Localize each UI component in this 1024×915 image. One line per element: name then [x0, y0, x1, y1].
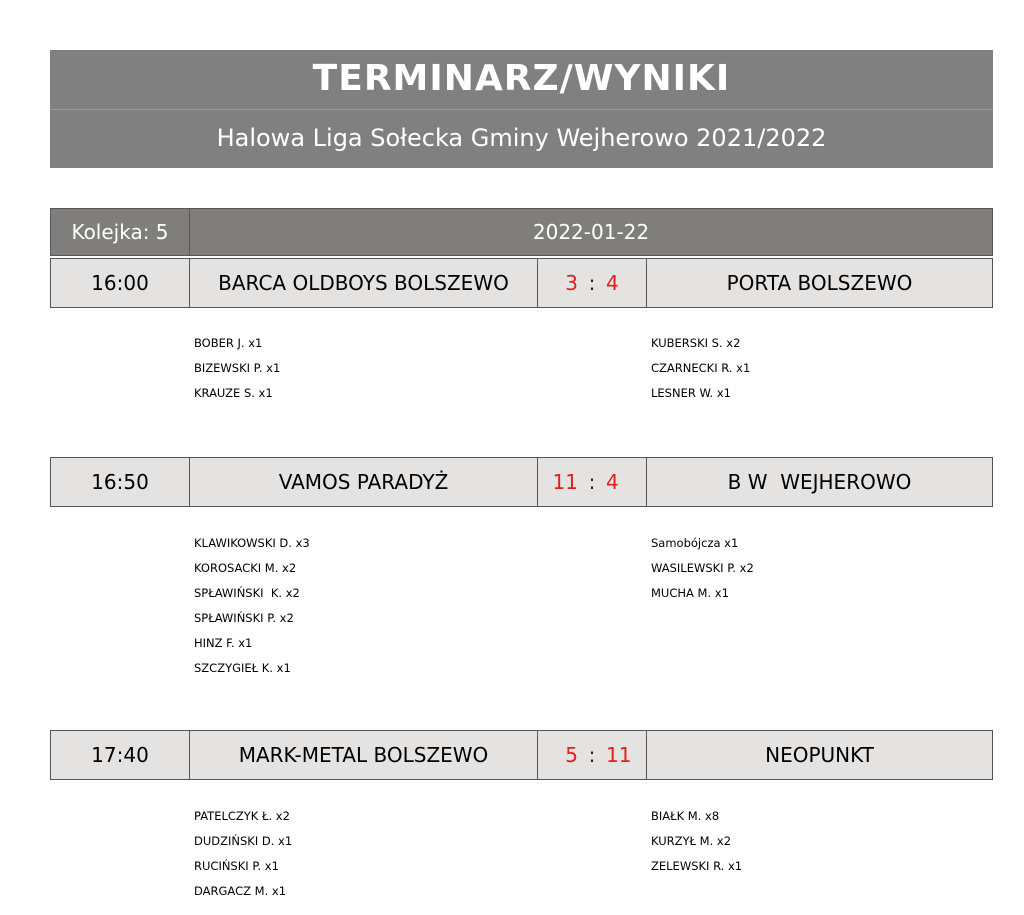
scorer: SPŁAWIŃSKI P. x2 — [194, 611, 294, 625]
scorer: HINZ F. x1 — [194, 636, 253, 650]
away-scorers — [651, 331, 750, 406]
scorer: BIAŁK M. x8 — [651, 809, 720, 823]
scorer: KUBERSKI S. x2 — [651, 336, 741, 350]
page-header — [50, 50, 993, 168]
scorer: MUCHA M. x1 — [651, 586, 729, 600]
round-date: 2022-01-22 — [532, 220, 650, 244]
scorer: LESNER W. x1 — [651, 386, 731, 400]
scorer: KURZYŁ M. x2 — [651, 834, 732, 848]
scorer: BOBER J. x1 — [194, 336, 263, 350]
score-separator: : — [588, 470, 596, 494]
match-score — [538, 458, 647, 506]
home-score: 3 — [565, 271, 578, 295]
scorer: DARGACZ M. x1 — [194, 884, 287, 898]
scorer: DUDZIŃSKI D. x1 — [194, 834, 293, 848]
scorer: SZCZYGIEŁ K. x1 — [194, 661, 291, 675]
home-team: VAMOS PARADYŻ — [190, 458, 538, 506]
page-subtitle: Halowa Liga Sołecka Gminy Wejherowo 2021/2022 — [216, 124, 827, 152]
scorer: ZELEWSKI R. x1 — [651, 859, 743, 873]
match-time: 16:50 — [51, 458, 190, 506]
scorer: KOROSACKI M. x2 — [194, 561, 297, 575]
match-score — [538, 259, 647, 307]
match-time: 16:00 — [51, 259, 190, 307]
away-team: PORTA BOLSZEWO — [726, 271, 913, 295]
scorer: BIZEWSKI P. x1 — [194, 361, 281, 375]
scorer: KLAWIKOWSKI D. x3 — [194, 536, 310, 550]
scorer: KRAUZE S. x1 — [194, 386, 273, 400]
home-scorers — [194, 331, 280, 406]
away-team: B W WEJHEROWO — [727, 470, 912, 494]
scorer: Samobójcza x1 — [651, 536, 739, 550]
score-separator: : — [588, 743, 596, 767]
away-scorers — [651, 531, 754, 606]
match-row — [50, 730, 993, 780]
home-scorers — [194, 531, 310, 681]
home-score: 5 — [565, 743, 578, 767]
match-row — [50, 258, 993, 308]
away-scorers — [651, 804, 742, 879]
match-score — [538, 731, 647, 779]
score-separator: : — [588, 271, 596, 295]
match-time: 17:40 — [51, 731, 190, 779]
round-header — [50, 208, 993, 256]
away-score: 11 — [606, 743, 632, 767]
scorer: CZARNECKI R. x1 — [651, 361, 751, 375]
home-team: BARCA OLDBOYS BOLSZEWO — [190, 259, 538, 307]
home-scorers — [194, 804, 292, 904]
home-score: 11 — [552, 470, 578, 494]
scorer: WASILEWSKI P. x2 — [651, 561, 754, 575]
away-team: NEOPUNKT — [765, 743, 874, 767]
away-score: 4 — [606, 470, 619, 494]
away-score: 4 — [606, 271, 619, 295]
home-team: MARK-METAL BOLSZEWO — [190, 731, 538, 779]
round-label: Kolejka: 5 — [51, 209, 190, 255]
scorer: RUCIŃSKI P. x1 — [194, 859, 279, 873]
match-row — [50, 457, 993, 507]
scorer: SPŁAWIŃSKI K. x2 — [194, 586, 300, 600]
page-title: TERMINARZ/WYNIKI — [312, 58, 731, 99]
scorer: PATELCZYK Ł. x2 — [194, 809, 290, 823]
